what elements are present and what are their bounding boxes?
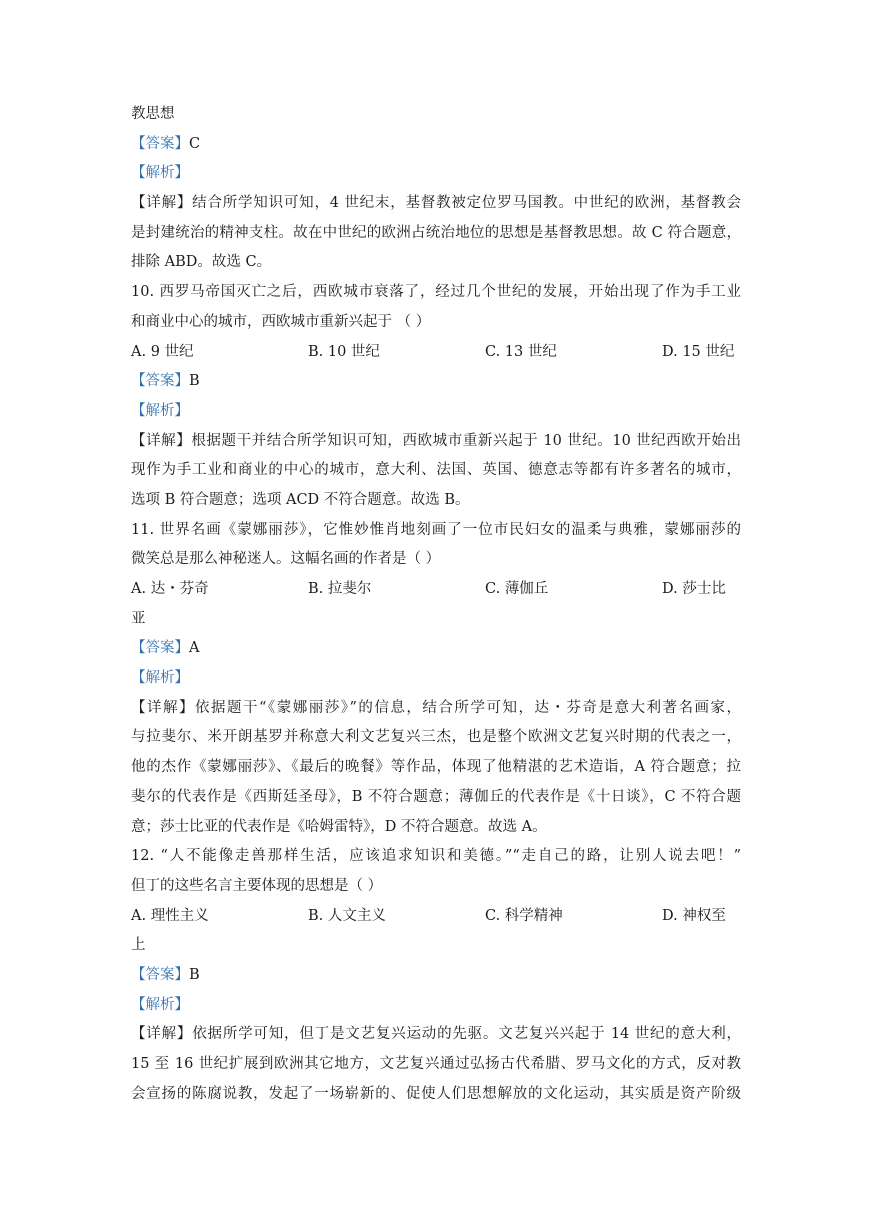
question-stem: 但丁的这些名言主要体现的思想是（ ） bbox=[131, 877, 383, 894]
detail-tag: 【详解】 bbox=[131, 1026, 193, 1043]
analysis-tag: 【解析】 bbox=[131, 165, 189, 182]
answer-value: A bbox=[189, 640, 200, 657]
detail-line: 【详解】根据题干并结合所学知识可知，西欧城市重新兴起于 10 世纪。10 世纪西欧开始出 bbox=[131, 432, 741, 449]
answer-line bbox=[131, 634, 741, 664]
answer-value: B bbox=[189, 373, 200, 390]
detail-line: 是封建统治的精神支柱。故在中世纪的欧洲占统治地位的思想是基督教思想。故 C 符合题意， bbox=[131, 224, 741, 241]
answer-tag: 【答案】 bbox=[131, 135, 189, 152]
option-a: A. 达・芬奇 bbox=[131, 581, 209, 597]
answer-value: B bbox=[189, 966, 200, 983]
detail-line: 与拉斐尔、米开朗基罗并称意大利文艺复兴三杰，也是整个欧洲文艺复兴时期的代表之一， bbox=[131, 729, 741, 746]
detail-line: 【详解】依据所学可知，但丁是文艺复兴运动的先驱。文艺复兴兴起于 14 世纪的意大利， bbox=[131, 1026, 741, 1043]
option-c: C. 13 世纪 bbox=[485, 343, 557, 360]
answer-value: C bbox=[189, 135, 201, 152]
answer-tag: 【答案】 bbox=[131, 966, 189, 983]
question-stem: 11. 世界名画《蒙娜丽莎》，它惟妙惟肖地刻画了一位市民妇女的温柔与典雅，蒙娜丽莎的 bbox=[131, 521, 741, 538]
detail-line: 他的杰作《蒙娜丽莎》、《最后的晚餐》等作品，体现了他精湛的艺术造诣，A 符合题意；拉 bbox=[131, 759, 741, 776]
answer-tag: 【答案】 bbox=[131, 640, 189, 657]
option-a: A. 理性主义 bbox=[131, 907, 209, 924]
detail-line: 15 至 16 世纪扩展到欧洲其它地方，文艺复兴通过弘扬古代希腊、罗马文化的方式，反对教 bbox=[131, 1056, 741, 1072]
answer-line bbox=[131, 961, 741, 991]
detail-line: 选项 B 符合题意；选项 ACD 不符合题意。故选 B。 bbox=[131, 491, 470, 508]
detail-tag: 【详解】 bbox=[131, 699, 196, 716]
option-d: D. 15 世纪 bbox=[662, 343, 735, 360]
analysis-tag: 【解析】 bbox=[131, 670, 189, 687]
question-stem: 和商业中心的城市，西欧城市重新兴起于 （ ） bbox=[131, 313, 431, 330]
option-c: C. 科学精神 bbox=[485, 907, 563, 924]
detail-line: 会宣扬的陈腐说教，发起了一场崭新的、促使人们思想解放的文化运动，其实质是资产阶级 bbox=[131, 1085, 741, 1102]
option-b: B. 拉斐尔 bbox=[308, 581, 372, 597]
option-c: C. 薄伽丘 bbox=[485, 581, 549, 597]
detail-line: 意；莎士比亚的代表作是《哈姆雷特》，D 不符合题意。故选 A。 bbox=[131, 818, 547, 835]
option-row bbox=[131, 575, 741, 605]
continued-text: 教思想 bbox=[131, 106, 175, 122]
answer-line bbox=[131, 130, 741, 160]
detail-line: 排除 ABD。故选 C。 bbox=[131, 254, 272, 271]
option-d: D. 神权至 bbox=[662, 907, 726, 924]
analysis-tag: 【解析】 bbox=[131, 402, 189, 419]
answer-tag: 【答案】 bbox=[131, 373, 189, 390]
question-stem: 12. “人不能像走兽那样生活，应该追求知识和美德。”“走自己的路，让别人说去吧！” bbox=[131, 848, 741, 865]
detail-line: 【详解】结合所学知识可知，4 世纪末，基督教被定位罗马国教。中世纪的欧洲，基督教会 bbox=[131, 195, 741, 212]
question-stem: 微笑总是那么神秘迷人。这幅名画的作者是（ ） bbox=[131, 551, 441, 568]
detail-line: 斐尔的代表作是《西斯廷圣母》，B 不符合题意；薄伽丘的代表作是《十日谈》，C 不符合题 bbox=[131, 788, 741, 805]
analysis-tag: 【解析】 bbox=[131, 996, 189, 1013]
option-row bbox=[131, 338, 741, 368]
detail-line: 【详解】依据题干“《蒙娜丽莎》”的信息，结合所学可知，达・芬奇是意大利著名画家， bbox=[131, 699, 741, 716]
option-b: B. 10 世纪 bbox=[308, 343, 380, 360]
question-stem: 10. 西罗马帝国灭亡之后，西欧城市衰落了，经过几个世纪的发展，开始出现了作为手工业 bbox=[131, 284, 741, 301]
detail-tag: 【详解】 bbox=[131, 195, 193, 212]
option-row bbox=[131, 902, 741, 932]
answer-line bbox=[131, 367, 741, 397]
option-a: A. 9 世纪 bbox=[131, 343, 194, 360]
document-page bbox=[131, 100, 741, 1109]
detail-tag: 【详解】 bbox=[131, 432, 192, 449]
detail-line: 现作为手工业和商业的中心的城市，意大利、法国、英国、德意志等都有许多著名的城市， bbox=[131, 462, 741, 479]
option-wrap: 亚 bbox=[131, 610, 146, 627]
option-d: D. 莎士比 bbox=[662, 581, 726, 597]
option-wrap: 上 bbox=[131, 937, 146, 954]
option-b: B. 人文主义 bbox=[308, 907, 386, 924]
